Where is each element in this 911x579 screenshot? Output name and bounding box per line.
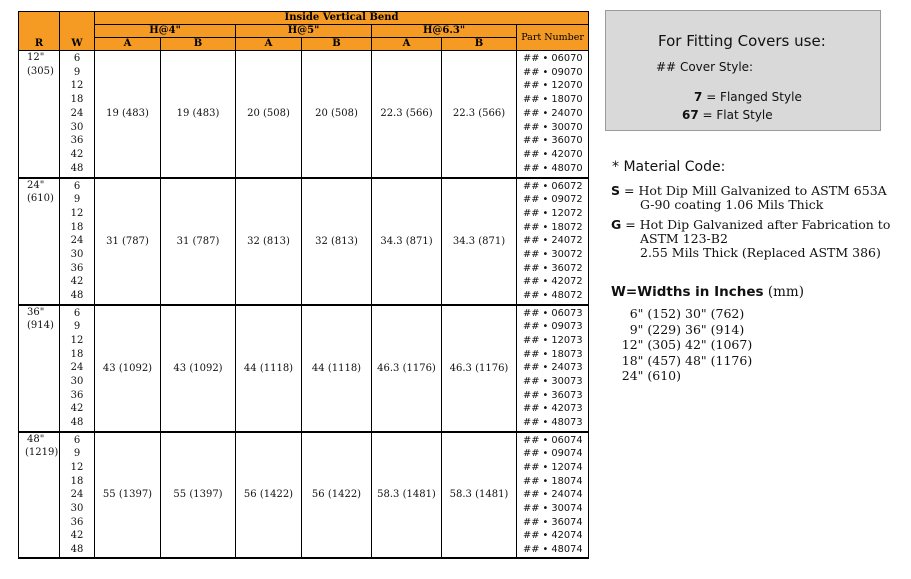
material-code-letter: G [611, 217, 622, 232]
cover-style-text: Cover Style: [679, 60, 754, 74]
part-number: ## • 06074 [523, 434, 583, 446]
part-number: ## • 30074 [523, 503, 583, 515]
radius-cell [19, 178, 60, 305]
radius-mm: (1219) [25, 447, 59, 458]
width-value: 9 [73, 448, 81, 460]
part-number: ## • 09072 [523, 194, 583, 206]
header-r: R [19, 12, 60, 51]
widths-row [609, 306, 752, 322]
dimension-cell: 46.3 (1176) [372, 305, 442, 432]
width-value: 18 [70, 94, 84, 106]
width-value: 6 [73, 434, 81, 446]
header-b: B [442, 38, 517, 51]
table-row [19, 178, 589, 305]
part-number-cell [517, 51, 589, 178]
dimension-cell: 56 (1422) [302, 432, 372, 558]
width-value: 12 [70, 461, 84, 473]
width-value: 18 [70, 221, 84, 233]
cover-symbol: ## [656, 60, 677, 74]
part-number-cell [517, 305, 589, 432]
width-entry: 48" (1176) [685, 352, 753, 368]
widths-row [609, 368, 752, 384]
dimension-cell: 19 (483) [161, 51, 236, 178]
part-number: ## • 42072 [523, 276, 583, 288]
material-code-desc: = Hot Dip Galvanized after Fabrication to [625, 217, 891, 232]
widths-row [609, 353, 752, 369]
table-row [19, 51, 589, 178]
cover-style-label [656, 60, 753, 74]
part-number: ## • 18073 [523, 348, 583, 360]
part-number: ## • 12073 [523, 334, 583, 346]
width-value: 24 [70, 107, 84, 119]
width-value: 6 [73, 53, 81, 64]
width-value: 42 [70, 148, 84, 160]
width-entry: 18" (457) [621, 352, 681, 368]
part-number: ## • 24072 [523, 235, 583, 247]
material-code-letter: S [611, 183, 621, 198]
width-value: 30 [70, 503, 84, 515]
part-number: ## • 12072 [523, 207, 583, 219]
part-number: ## • 06070 [523, 53, 583, 64]
material-code-desc-2: ASTM 123-B2 [640, 231, 728, 246]
width-entry: 36" (914) [685, 321, 745, 337]
cover-option-flanged [694, 90, 802, 104]
material-code-desc-2: G-90 coating 1.06 Mils Thick [640, 197, 824, 212]
widths-title-bold: W=Widths in Inches [611, 284, 764, 300]
width-value: 12 [70, 80, 84, 92]
dimension-cell: 55 (1397) [95, 432, 161, 558]
width-cell [60, 51, 95, 178]
width-value: 18 [70, 475, 84, 487]
dimension-cell: 46.3 (1176) [442, 305, 517, 432]
cover-option-code: 7 [694, 90, 703, 104]
fitting-covers-title: For Fitting Covers use: [658, 32, 826, 50]
width-value: 12 [70, 334, 84, 346]
fitting-covers-box [605, 10, 881, 131]
part-number: ## • 18070 [523, 94, 583, 106]
part-number: ## • 09073 [523, 321, 583, 333]
vertical-bend-table [18, 11, 589, 559]
width-entry: 9" (229) [629, 321, 681, 337]
dimension-cell: 22.3 (566) [442, 51, 517, 178]
dimension-cell: 20 (508) [302, 51, 372, 178]
part-number: ## • 30073 [523, 376, 583, 388]
width-value: 48 [70, 544, 84, 556]
dimension-cell: 58.3 (1481) [372, 432, 442, 558]
material-code-s [611, 184, 887, 212]
header-b: B [161, 38, 236, 51]
radius-cell [19, 51, 60, 178]
part-number: ## • 06073 [523, 307, 583, 319]
cover-option-label: = Flat Style [702, 108, 773, 122]
width-value: 30 [70, 249, 84, 261]
radius-inches: 24" [27, 179, 45, 191]
material-code-desc: = Hot Dip Mill Galvanized to ASTM 653A [624, 183, 887, 198]
width-entry: 42" (1067) [685, 337, 753, 353]
width-value: 48 [70, 290, 84, 302]
part-number: ## • 12074 [523, 461, 583, 473]
dimension-cell: 56 (1422) [236, 432, 302, 558]
widths-title [611, 284, 804, 300]
part-number: ## • 42070 [523, 148, 583, 160]
part-number-cell [517, 178, 589, 305]
header-h63: H@6.3" [372, 25, 517, 38]
table-row [19, 432, 589, 558]
header-part-number: Part Number [517, 25, 589, 51]
material-code-title: * Material Code: [612, 159, 726, 175]
part-number: ## • 24074 [523, 489, 583, 501]
dimension-cell: 20 (508) [236, 51, 302, 178]
width-value: 12 [70, 207, 84, 219]
part-number: ## • 42073 [523, 403, 583, 415]
dimension-cell: 19 (483) [95, 51, 161, 178]
dimension-cell: 43 (1092) [95, 305, 161, 432]
dimension-cell: 34.3 (871) [372, 178, 442, 305]
radius-inches: 48" [27, 433, 45, 445]
header-a: A [372, 38, 442, 51]
radius-mm: (305) [27, 65, 54, 77]
dimension-cell: 32 (813) [236, 178, 302, 305]
header-inside-vertical-bend: Inside Vertical Bend [95, 12, 589, 25]
radius-inches: 36" [27, 306, 45, 318]
dimension-cell: 44 (1118) [236, 305, 302, 432]
radius-mm: (610) [27, 193, 54, 204]
dimension-cell: 34.3 (871) [442, 178, 517, 305]
radius-cell [19, 432, 60, 558]
width-value: 24 [70, 489, 84, 501]
header-a: A [95, 38, 161, 51]
part-number: ## • 30070 [523, 121, 583, 133]
dimension-cell: 58.3 (1481) [442, 432, 517, 558]
width-entry: 12" (305) [621, 337, 681, 353]
width-entry: 30" (762) [685, 306, 745, 321]
part-number: ## • 48070 [523, 162, 583, 174]
part-number: ## • 48072 [523, 290, 583, 302]
part-number: ## • 48074 [523, 544, 583, 556]
part-number: ## • 24070 [523, 107, 583, 119]
width-value: 42 [70, 276, 84, 288]
widths-row [609, 322, 752, 338]
part-number: ## • 18072 [523, 221, 583, 233]
header-b: B [302, 38, 372, 51]
radius-mm: (914) [27, 320, 54, 331]
material-code-desc-3: 2.55 Mils Thick (Replaced ASTM 386) [640, 245, 881, 260]
width-value: 9 [73, 194, 81, 206]
widths-title-unit: (mm) [767, 284, 804, 300]
part-number: ## • 09074 [523, 448, 583, 460]
part-number: ## • 12070 [523, 80, 583, 92]
cover-option-code: 67 [682, 108, 699, 122]
part-number: ## • 36070 [523, 135, 583, 147]
header-w: W [60, 12, 95, 51]
width-value: 18 [70, 348, 84, 360]
width-cell [60, 178, 95, 305]
radius-cell [19, 305, 60, 432]
cover-option-flat [682, 108, 773, 122]
part-number-cell [517, 432, 589, 558]
width-value: 24 [70, 362, 84, 374]
header-h4: H@4" [95, 25, 236, 38]
dimension-cell: 31 (787) [161, 178, 236, 305]
cover-option-label: = Flanged Style [706, 90, 802, 104]
width-value: 36 [70, 262, 84, 274]
part-number: ## • 24073 [523, 362, 583, 374]
width-cell [60, 305, 95, 432]
width-entry: 6" (152) [629, 306, 681, 321]
dimension-cell: 43 (1092) [161, 305, 236, 432]
table-body [19, 51, 589, 558]
width-value: 42 [70, 403, 84, 415]
radius-inches: 12" [27, 52, 45, 63]
part-number: ## • 36073 [523, 389, 583, 401]
widths-list [609, 306, 752, 384]
width-value: 48 [70, 417, 84, 429]
part-number: ## • 48073 [523, 417, 583, 429]
width-value: 48 [70, 162, 84, 174]
dimension-cell: 31 (787) [95, 178, 161, 305]
width-value: 6 [73, 307, 81, 319]
dimension-cell: 22.3 (566) [372, 51, 442, 178]
header-h5: H@5" [236, 25, 372, 38]
width-value: 36 [70, 389, 84, 401]
part-number: ## • 06072 [523, 180, 583, 192]
part-number: ## • 36072 [523, 262, 583, 274]
width-value: 42 [70, 530, 84, 542]
part-number: ## • 42074 [523, 530, 583, 542]
width-value: 6 [73, 180, 81, 192]
width-value: 30 [70, 121, 84, 133]
dimension-cell: 55 (1397) [161, 432, 236, 558]
material-code-g [611, 218, 890, 260]
width-value: 9 [73, 321, 81, 333]
part-number: ## • 36074 [523, 516, 583, 528]
widths-row [609, 337, 752, 353]
part-number: ## • 18074 [523, 475, 583, 487]
width-cell [60, 432, 95, 558]
width-value: 9 [73, 66, 81, 78]
table-row [19, 305, 589, 432]
width-value: 24 [70, 235, 84, 247]
part-number: ## • 09070 [523, 66, 583, 78]
width-entry: 24" (610) [621, 368, 681, 384]
part-number: ## • 30072 [523, 249, 583, 261]
width-value: 36 [70, 135, 84, 147]
dimension-cell: 44 (1118) [302, 305, 372, 432]
width-value: 36 [70, 516, 84, 528]
dimension-cell: 32 (813) [302, 178, 372, 305]
width-value: 30 [70, 376, 84, 388]
header-a: A [236, 38, 302, 51]
